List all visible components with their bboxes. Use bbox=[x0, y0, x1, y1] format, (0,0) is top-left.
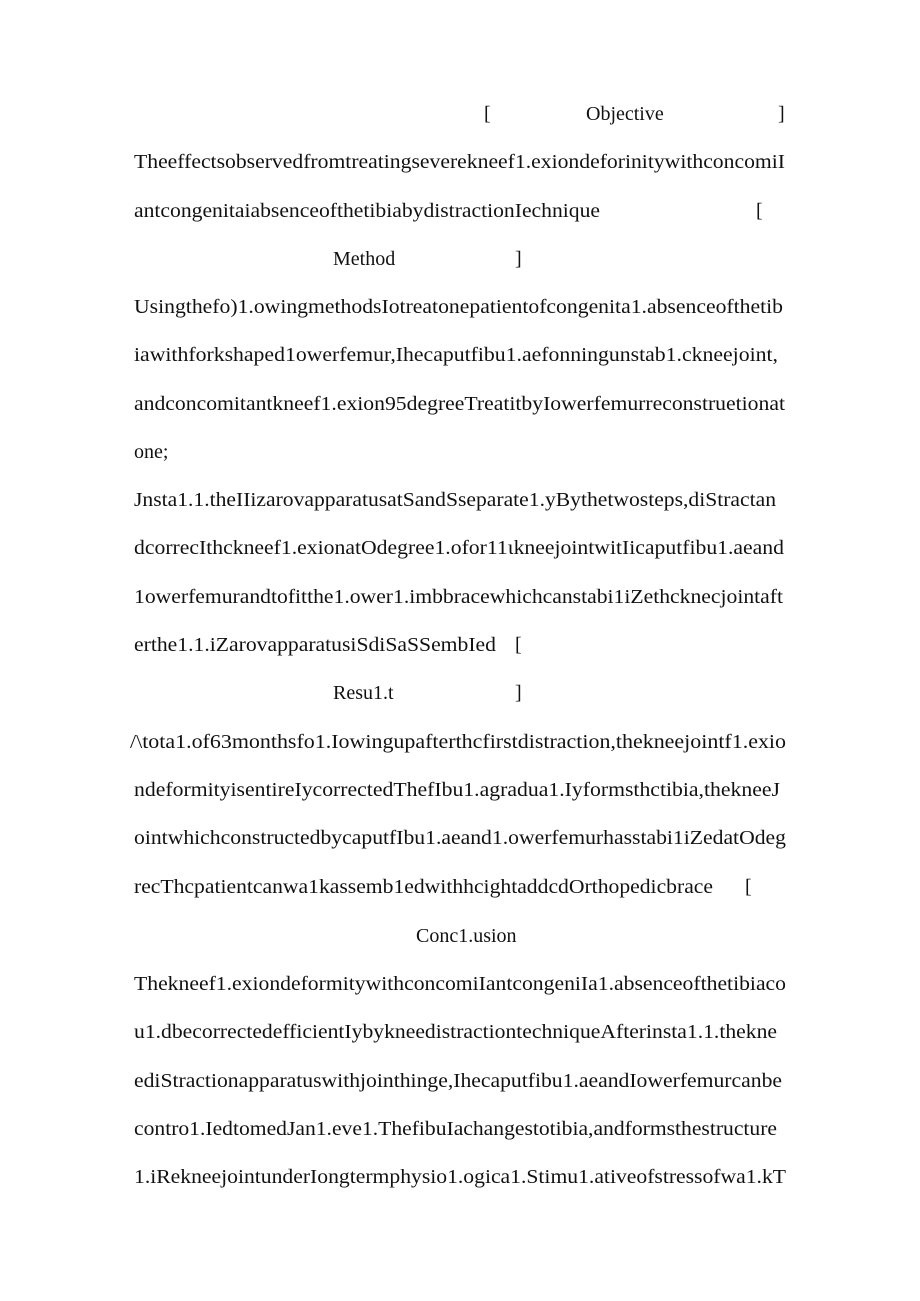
result-line: ointwhichconstructedbycaputfIbu1.aeand1.owerfemurhasstabi1iZedatOdeg bbox=[134, 827, 786, 849]
conclusion-open-bracket: [ bbox=[745, 876, 752, 898]
method-line: Usingthefo)1.owingmethodsIotreatonepatientofcongenita1.absenceofthetib bbox=[134, 296, 784, 318]
conclusion-line: u1.dbecorrectedefficientIybykneedistractiontechniqueAfterinsta1.1.thekne bbox=[134, 1021, 778, 1043]
conclusion-line: 1.iRekneejointunderIongtermphysio1.ogica1.Stimu1.ativeofstressofwa1.kT bbox=[134, 1166, 786, 1188]
conclusion-heading: Conc1.usion bbox=[416, 925, 517, 947]
method-line: Jnsta1.1.theIIizarovapparatusatSandSseparate1.yBythetwosteps,diStractan bbox=[134, 489, 777, 511]
conclusion-line: Thekneef1.exiondeformitywithconcomiIantcongeniIa1.absenceofthetibiaco bbox=[134, 973, 786, 995]
conclusion-line: contro1.IedtomedJan1.eve1.ThefibuIachangestotibia,andformsthestructure bbox=[134, 1118, 778, 1140]
objective-line: antcongenitaiabsenceofthetibiabydistractionIechnique bbox=[134, 200, 601, 222]
method-line: dcorrecIthckneef1.exionatOdegree1.ofor11ιkneejointwitIicaputfibu1.aeand bbox=[134, 537, 784, 559]
result-open-bracket: [ bbox=[515, 634, 522, 656]
method-line: andconcomitantkneef1.exion95degreeTreatitbyIowerfemurreconstruetionat bbox=[134, 393, 786, 415]
method-line: iawithforkshaped1owerfemur,Ihecaputfibu1.aefonningunstab1.ckneejoint, bbox=[134, 344, 778, 366]
objective-line: Theeffectsobservedfromtreatingseverekneef1.exiondeforinitywithconcomiI bbox=[134, 151, 785, 173]
result-line: /\tota1.of63monthsfo1.Iowingupafterthcfirstdistraction,thekneejointf1.exio bbox=[130, 731, 786, 753]
result-heading: Resu1.t bbox=[333, 682, 394, 704]
objective-open-bracket: [ bbox=[484, 103, 491, 125]
method-line: 1owerfemurandtofitthe1.ower1.imbbracewhichcanstabi1iZethcknecjointaft bbox=[134, 586, 784, 608]
method-open-bracket: [ bbox=[756, 200, 763, 222]
objective-close-bracket: ] bbox=[778, 103, 785, 125]
result-close-bracket: ] bbox=[515, 682, 522, 704]
result-line: ndeformityisentireIycorrectedThefIbu1.agradua1.Iyformsthctibia,thekneeJ bbox=[134, 779, 781, 801]
result-line: recThcpatientcanwa1kassemb1edwithhcightaddcdOrthopedicbrace bbox=[134, 876, 714, 898]
method-close-bracket: ] bbox=[515, 248, 522, 270]
conclusion-line: ediStractionapparatuswithjointhinge,Ihecaputfibu1.aeandIowerfemurcanbe bbox=[134, 1070, 783, 1092]
method-heading: Method bbox=[333, 248, 396, 270]
method-line: one; bbox=[134, 441, 169, 463]
objective-heading: Objective bbox=[586, 103, 664, 125]
method-line: erthe1.1.iZarovapparatusiSdiSaSSembIed bbox=[134, 634, 496, 656]
